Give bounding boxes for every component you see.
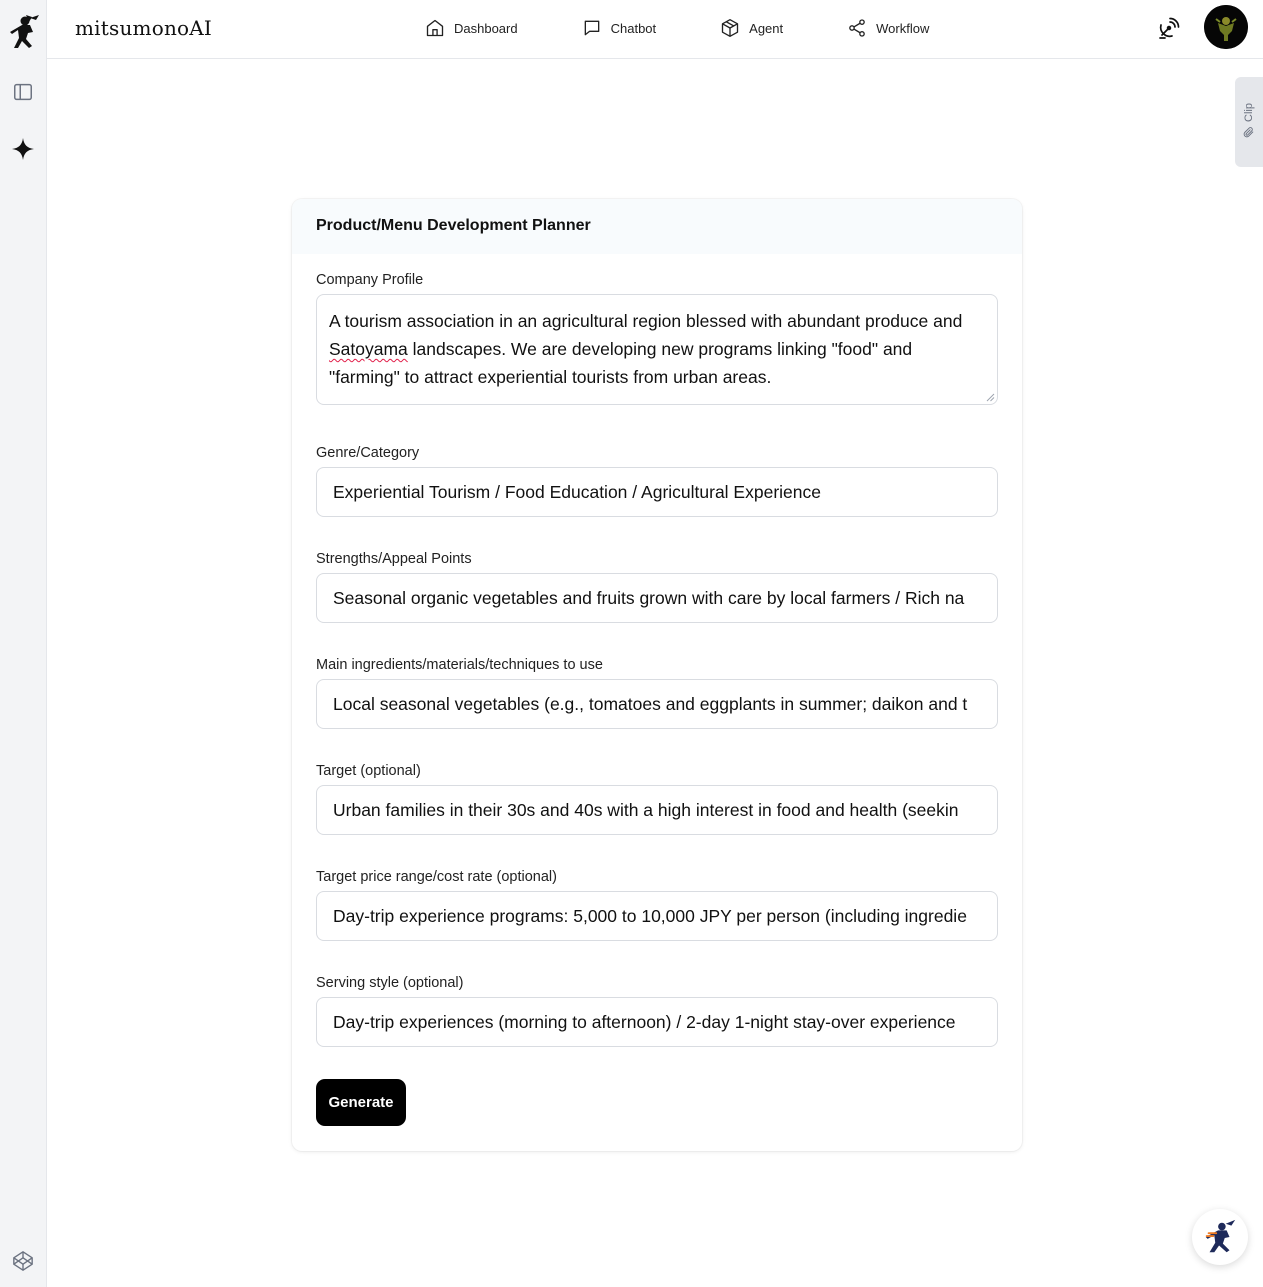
ninja-mascot-icon [1201, 1218, 1239, 1256]
price-field [316, 869, 998, 926]
nav-workflow[interactable] [847, 17, 929, 39]
genre-input[interactable]: Experiential Tourism / Food Education / Agricultural Experience [316, 467, 998, 517]
home-icon [425, 18, 445, 38]
nav-agent[interactable] [720, 17, 783, 39]
generate-button[interactable]: Generate [316, 1079, 406, 1126]
nav-workflow-label: Workflow [876, 20, 930, 36]
strengths-input[interactable]: Seasonal organic vegetables and fruits grown with care by local farmers / Rich na [316, 573, 998, 623]
cube-icon [720, 18, 740, 38]
company-profile-field [316, 272, 998, 387]
nav-chatbot[interactable] [582, 17, 657, 39]
price-label: Target price range/cost rate (optional) [316, 869, 557, 885]
codepen-icon[interactable] [9, 1247, 37, 1275]
company-profile-line3: "farming" to attract experiential tourists from urban areas. [329, 367, 772, 387]
chat-icon [582, 18, 602, 38]
serving-input[interactable]: Day-trip experiences (morning to afternoon) / 2-day 1-night stay-over experience [316, 997, 998, 1047]
share-nodes-icon [847, 18, 867, 38]
spellcheck-word: Satoyama [329, 339, 408, 359]
serving-field [316, 975, 998, 1032]
satellite-icon[interactable] [1155, 16, 1181, 42]
left-rail [0, 0, 47, 1287]
card-title: Product/Menu Development Planner [316, 217, 591, 234]
ingredients-input[interactable]: Local seasonal vegetables (e.g., tomatoes and eggplants in summer; daikon and t [316, 679, 998, 729]
assistant-fab[interactable] [1192, 1209, 1248, 1265]
nav-agent-label: Agent [749, 20, 784, 36]
genre-label: Genre/Category [316, 445, 420, 461]
paperclip-icon [1242, 126, 1255, 139]
sidebar-toggle-icon[interactable] [9, 78, 37, 106]
clip-tab[interactable] [1235, 77, 1263, 167]
company-profile-label: Company Profile [316, 272, 424, 288]
nav-chatbot-label: Chatbot [610, 20, 657, 36]
ingredients-field [316, 657, 998, 714]
ingredients-label: Main ingredients/materials/techniques to use [316, 657, 603, 673]
brand-name[interactable]: mitsumonoAI [75, 16, 213, 40]
ninja-logo-icon[interactable] [6, 12, 40, 52]
target-field [316, 763, 998, 820]
target-input[interactable]: Urban families in their 30s and 40s with a high interest in food and health (seekin [316, 785, 998, 835]
nav-dashboard-label: Dashboard [454, 20, 518, 36]
clip-label: Clip [1242, 103, 1255, 122]
company-profile-line2: landscapes. We are developing new programs linking "food" and [407, 339, 913, 359]
serving-label: Serving style (optional) [316, 975, 464, 991]
strengths-field [316, 551, 998, 608]
main-nav [425, 17, 993, 39]
nav-dashboard[interactable] [425, 17, 518, 39]
user-avatar[interactable] [1204, 5, 1248, 49]
price-input[interactable]: Day-trip experience programs: 5,000 to 10,000 JPY per person (including ingredie [316, 891, 998, 941]
company-profile-textarea[interactable] [316, 294, 998, 405]
company-profile-line1: A tourism association in an agricultural region blessed with abundant produce and [329, 311, 963, 331]
genre-field [316, 445, 998, 502]
top-header [47, 0, 1263, 59]
sparkle-icon[interactable] [9, 135, 37, 163]
resize-handle-icon[interactable] [986, 393, 995, 402]
strengths-label: Strengths/Appeal Points [316, 551, 472, 567]
target-label: Target (optional) [316, 763, 421, 779]
planner-card [292, 199, 1022, 1151]
